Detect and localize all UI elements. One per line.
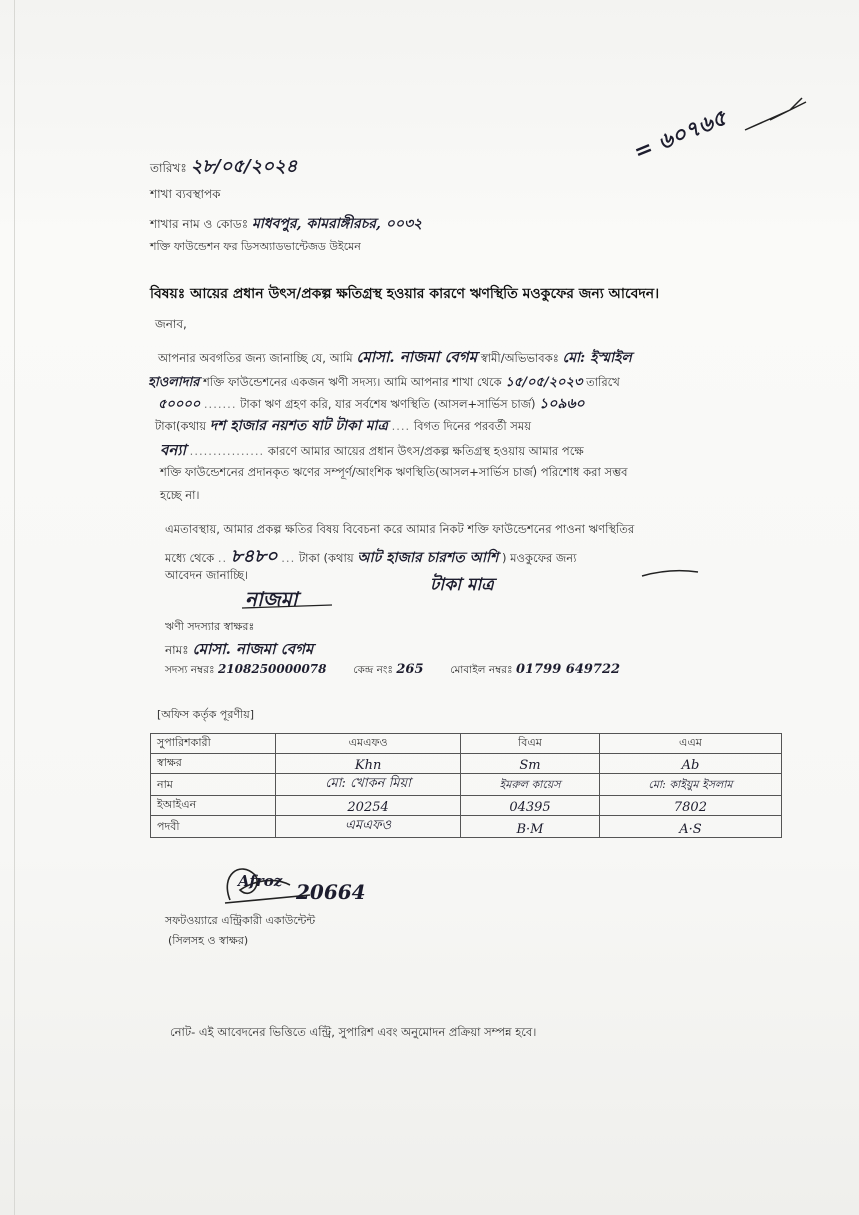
table-row (151, 796, 782, 816)
designation-cell: B·M (461, 816, 600, 838)
name-cell: মো: কাইয়ুম ইসলাম (599, 774, 781, 796)
waive-amount-hand: ৮৪৮০ (230, 546, 278, 567)
office-use-label: [অফিস কর্তৃক পূরণীয়] (157, 708, 254, 721)
table-header-cell: সুপারিশকারী (151, 734, 276, 754)
ein-cell: 20254 (276, 796, 461, 816)
body-text: বিগত দিনের পরবর্তী সময় (413, 419, 532, 433)
recipient-title: শাখা ব্যবস্থাপক (150, 187, 221, 201)
body-text: টাকা ঋণ গ্রহণ করি, যার সর্বশেষ ঋণস্থিতি (আসল+সার্ভিস চার্জ) (240, 397, 536, 411)
body-text: ) মওকুফের জন্য (501, 551, 577, 565)
branch-row (150, 212, 422, 236)
underline-stroke (640, 566, 700, 580)
designation-cell: A·S (599, 816, 781, 838)
table-row (151, 754, 782, 774)
mobile-label: মোবাইল নম্বরঃ (450, 664, 513, 676)
body-text: টাকা (কথায় (298, 551, 354, 565)
applicant-signature: নাজমা (245, 587, 298, 611)
branch-label: শাখার নাম ও কোডঃ (150, 217, 249, 231)
balance-words-hand: দশ হাজার নয়শত ষাট টাকা মাত্র (209, 418, 388, 434)
body-line-3: ৫০০০০ ....... টাকা ঋণ গ্রহণ করি, যার সর্বশেষ ঋণস্থিতি (আসল+সার্ভিস চার্জ) ১০৯৬০ (158, 396, 585, 412)
guardian-surname-hand: হাওলাদার (148, 375, 200, 390)
center-label: কেন্দ্র নংঃ (353, 664, 394, 676)
guardian-name-hand: মো: ইস্মাইল (562, 350, 632, 366)
balance-value-hand: ১০৯৬০ (539, 396, 585, 412)
page-edge (14, 0, 15, 1215)
table-header-cell: এএম (599, 734, 781, 754)
table-header-row (151, 734, 782, 754)
applicant-ids-row (165, 662, 620, 680)
member-label: সদস্য নম্বরঃ (165, 664, 215, 676)
signature-cell: Khn (276, 754, 461, 774)
organization-name: শক্তি ফাউন্ডেশন ফর ডিসঅ্যাডভান্টেজড উইমেন (150, 240, 361, 253)
body-line-6: শক্তি ফাউন্ডেশনের প্রদানকৃত ঋণের সম্পূর্ণ/আংশিক ঋণস্থিতি(আসল+সার্ভিস চার্জ) পরিশোধ করা সম্ভব (160, 465, 628, 479)
name-cell: মো: খোকন মিয়া (276, 774, 461, 796)
member-number-hand: 2108250000078 (217, 662, 327, 676)
table-row (151, 774, 782, 796)
waive-words-cont-hand: টাকা মাত্র (430, 575, 494, 595)
body-text: স্বামী/অভিভাবকঃ (480, 351, 559, 365)
designation-cell: এমএফও (276, 816, 461, 838)
body-text: শক্তি ফাউন্ডেশনের একজন ঋণী সদস্য। আমি আপনার শাখা থেকে (203, 375, 502, 389)
footer-note: নোট- এই আবেদনের ভিত্তিতে এন্ট্রি, সুপারিশ এবং অনুমোদন প্রক্রিয়া সম্পন্ন হবে। (170, 1025, 537, 1039)
body-text: কারণে আমার আয়ের প্রধান উৎস/প্রকল্প ক্ষতিগ্রস্থ হওয়ায় আমার পক্ষে (267, 444, 584, 458)
body2-line-2: মধ্যে থেকে .. ৮৪৮০ ... টাকা (কথায় আট হাজার চারশত আশি ) মওকুফের জন্য (165, 546, 577, 567)
center-number-hand: 265 (396, 662, 424, 677)
member-name-hand: মোসা. নাজমা বেগম (356, 348, 478, 366)
applicant-sig-label: ঋণী সদস্যার স্বাক্ষরঃ (165, 620, 255, 633)
body-line-5: বন্যা ................ কারণে আমার আয়ের প্রধান উৎস/প্রকল্প ক্ষতিগ্রস্থ হওয়ায় আমার পক্ষে (160, 441, 584, 459)
subject-line: বিষয়ঃ আয়ের প্রধান উৎস/প্রকল্প ক্ষতিগ্রস্থ হওয়ার কারণে ঋণস্থিতি মওকুফের জন্য আবেদন। (150, 286, 660, 302)
body-line-4: টাকা(কথায় দশ হাজার নয়শত ষাট টাকা মাত্র .... বিগত দিনের পরবর্তী সময় (155, 418, 532, 434)
body-line-7: হচ্ছে না। (160, 488, 200, 502)
name-cell: ইমরুল কায়েস (461, 774, 600, 796)
salutation: জনাব, (155, 317, 187, 331)
table-header-cell: এমএফও (276, 734, 461, 754)
ein-cell: 7802 (599, 796, 781, 816)
date-value: ২৮/০৫/২০২৪ (190, 156, 298, 177)
loan-date-hand: ১৫/০৫/২০২৩ (505, 375, 583, 390)
body-line-1 (158, 350, 632, 365)
ein-cell: 04395 (461, 796, 600, 816)
applicant-signature-underline (240, 602, 335, 612)
applicant-name-row (165, 638, 313, 663)
applicant-name-hand: মোসা. নাজমা বেগম (192, 640, 314, 658)
accountant-sub: (সিলসহ ও স্বাক্ষর) (168, 934, 249, 947)
signature-cell: Sm (461, 754, 600, 774)
body-text: তারিখে (586, 375, 620, 389)
row-label: নাম (151, 774, 276, 796)
body-text: মধ্যে থেকে (165, 551, 215, 565)
body-line-2 (148, 376, 620, 389)
row-label: স্বাক্ষর (151, 754, 276, 774)
date-label: তারিখঃ (150, 161, 187, 175)
row-label: পদবী (151, 816, 276, 838)
approval-table (150, 733, 782, 838)
waive-words-hand: আট হাজার চারশত আশি (357, 550, 499, 566)
loan-amount-hand: ৫০০০০ (158, 397, 201, 412)
date-row (150, 152, 297, 183)
signature-cell: Ab (599, 754, 781, 774)
accountant-title: সফটওয়্যারে এন্ট্রিকারী একাউন্টেন্ট (165, 914, 316, 927)
row-label: ইআইএন (151, 796, 276, 816)
body-text: আবেদন জানাচ্ছি। (165, 568, 249, 582)
body2-line-1: এমতাবস্থায়, আমার প্রকল্প ক্ষতির বিষয় বিবেচনা করে আমার নিকট শক্তি ফাউন্ডেশনের পাওনা ঋণস্থিতির (165, 522, 635, 536)
body-text: আপনার অবগতির জন্য জানাচ্ছি যে, আমি (158, 351, 353, 365)
mobile-number-hand: 01799 649722 (516, 662, 621, 677)
cause-hand: বন্যা (160, 441, 187, 459)
accountant-number: 20664 (296, 880, 366, 904)
body-text: টাকা(কথায় (155, 419, 207, 433)
table-row (151, 816, 782, 838)
branch-value: মাধবপুর, কামরাঙ্গীরচর, ০০৩২ (251, 216, 423, 232)
name-label: নামঃ (165, 643, 189, 657)
accountant-signature: Afroz (238, 872, 283, 890)
corner-note: = ৬০৭৬৫ (630, 104, 731, 166)
body2-line-3 (165, 570, 248, 582)
table-header-cell: বিএম (461, 734, 600, 754)
corner-scribble (740, 90, 810, 140)
